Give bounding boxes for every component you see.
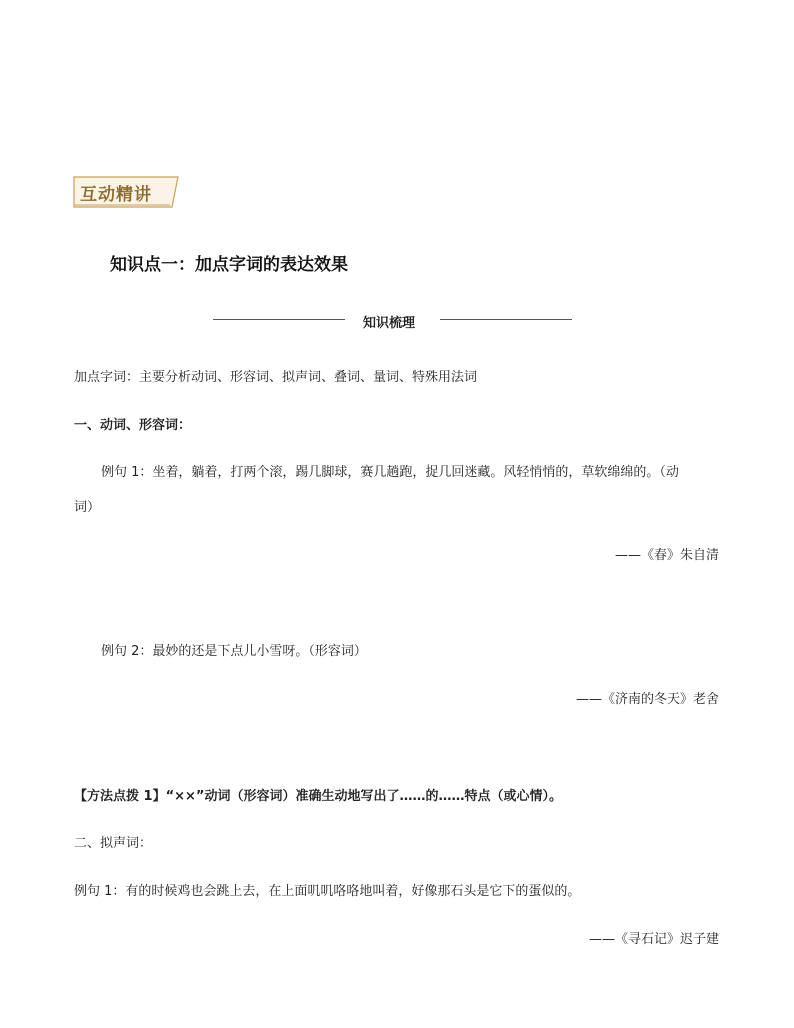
example-1-line-1: 例句 1：坐着，躺着，打两个滚，踢几脚球，赛几趟跑，捉几回迷藏。风轻悄悄的，草软绵绵的。（动 [101, 465, 679, 480]
section-badge [72, 176, 176, 206]
knowledge-point-title: 知识点一：加点字词的表达效果 [110, 255, 348, 275]
intro-text: 加点字词：主要分析动词、形容词、拟声词、叠词、量词、特殊用法词 [74, 370, 478, 385]
badge-label: 互动精讲 [80, 185, 152, 205]
example-1-line-2: 词） [74, 500, 101, 515]
heading-onomatopoeia: 二、拟声词： [74, 836, 153, 851]
divider-right [440, 319, 572, 320]
example-1-source: ——《春》朱自清 [614, 548, 719, 563]
example-3: 例句 1：有的时候鸡也会跳上去，在上面叽叽咯咯地叫着，好像那石头是它下的蛋似的。 [74, 884, 581, 899]
divider-left [213, 319, 345, 320]
section-label: 知识梳理 [363, 316, 416, 331]
example-2-source: ——《济南的冬天》老舍 [575, 692, 719, 707]
method-tip: 【方法点拨 1】“××”动词（形容词）准确生动地写出了……的……特点（或心情）。 [74, 789, 562, 804]
example-2: 例句 2：最妙的还是下点儿小雪呀。（形容词） [101, 644, 367, 659]
example-3-source: ——《寻石记》迟子建 [588, 932, 719, 947]
heading-verbs-adjectives: 一、动词、形容词： [74, 418, 192, 433]
